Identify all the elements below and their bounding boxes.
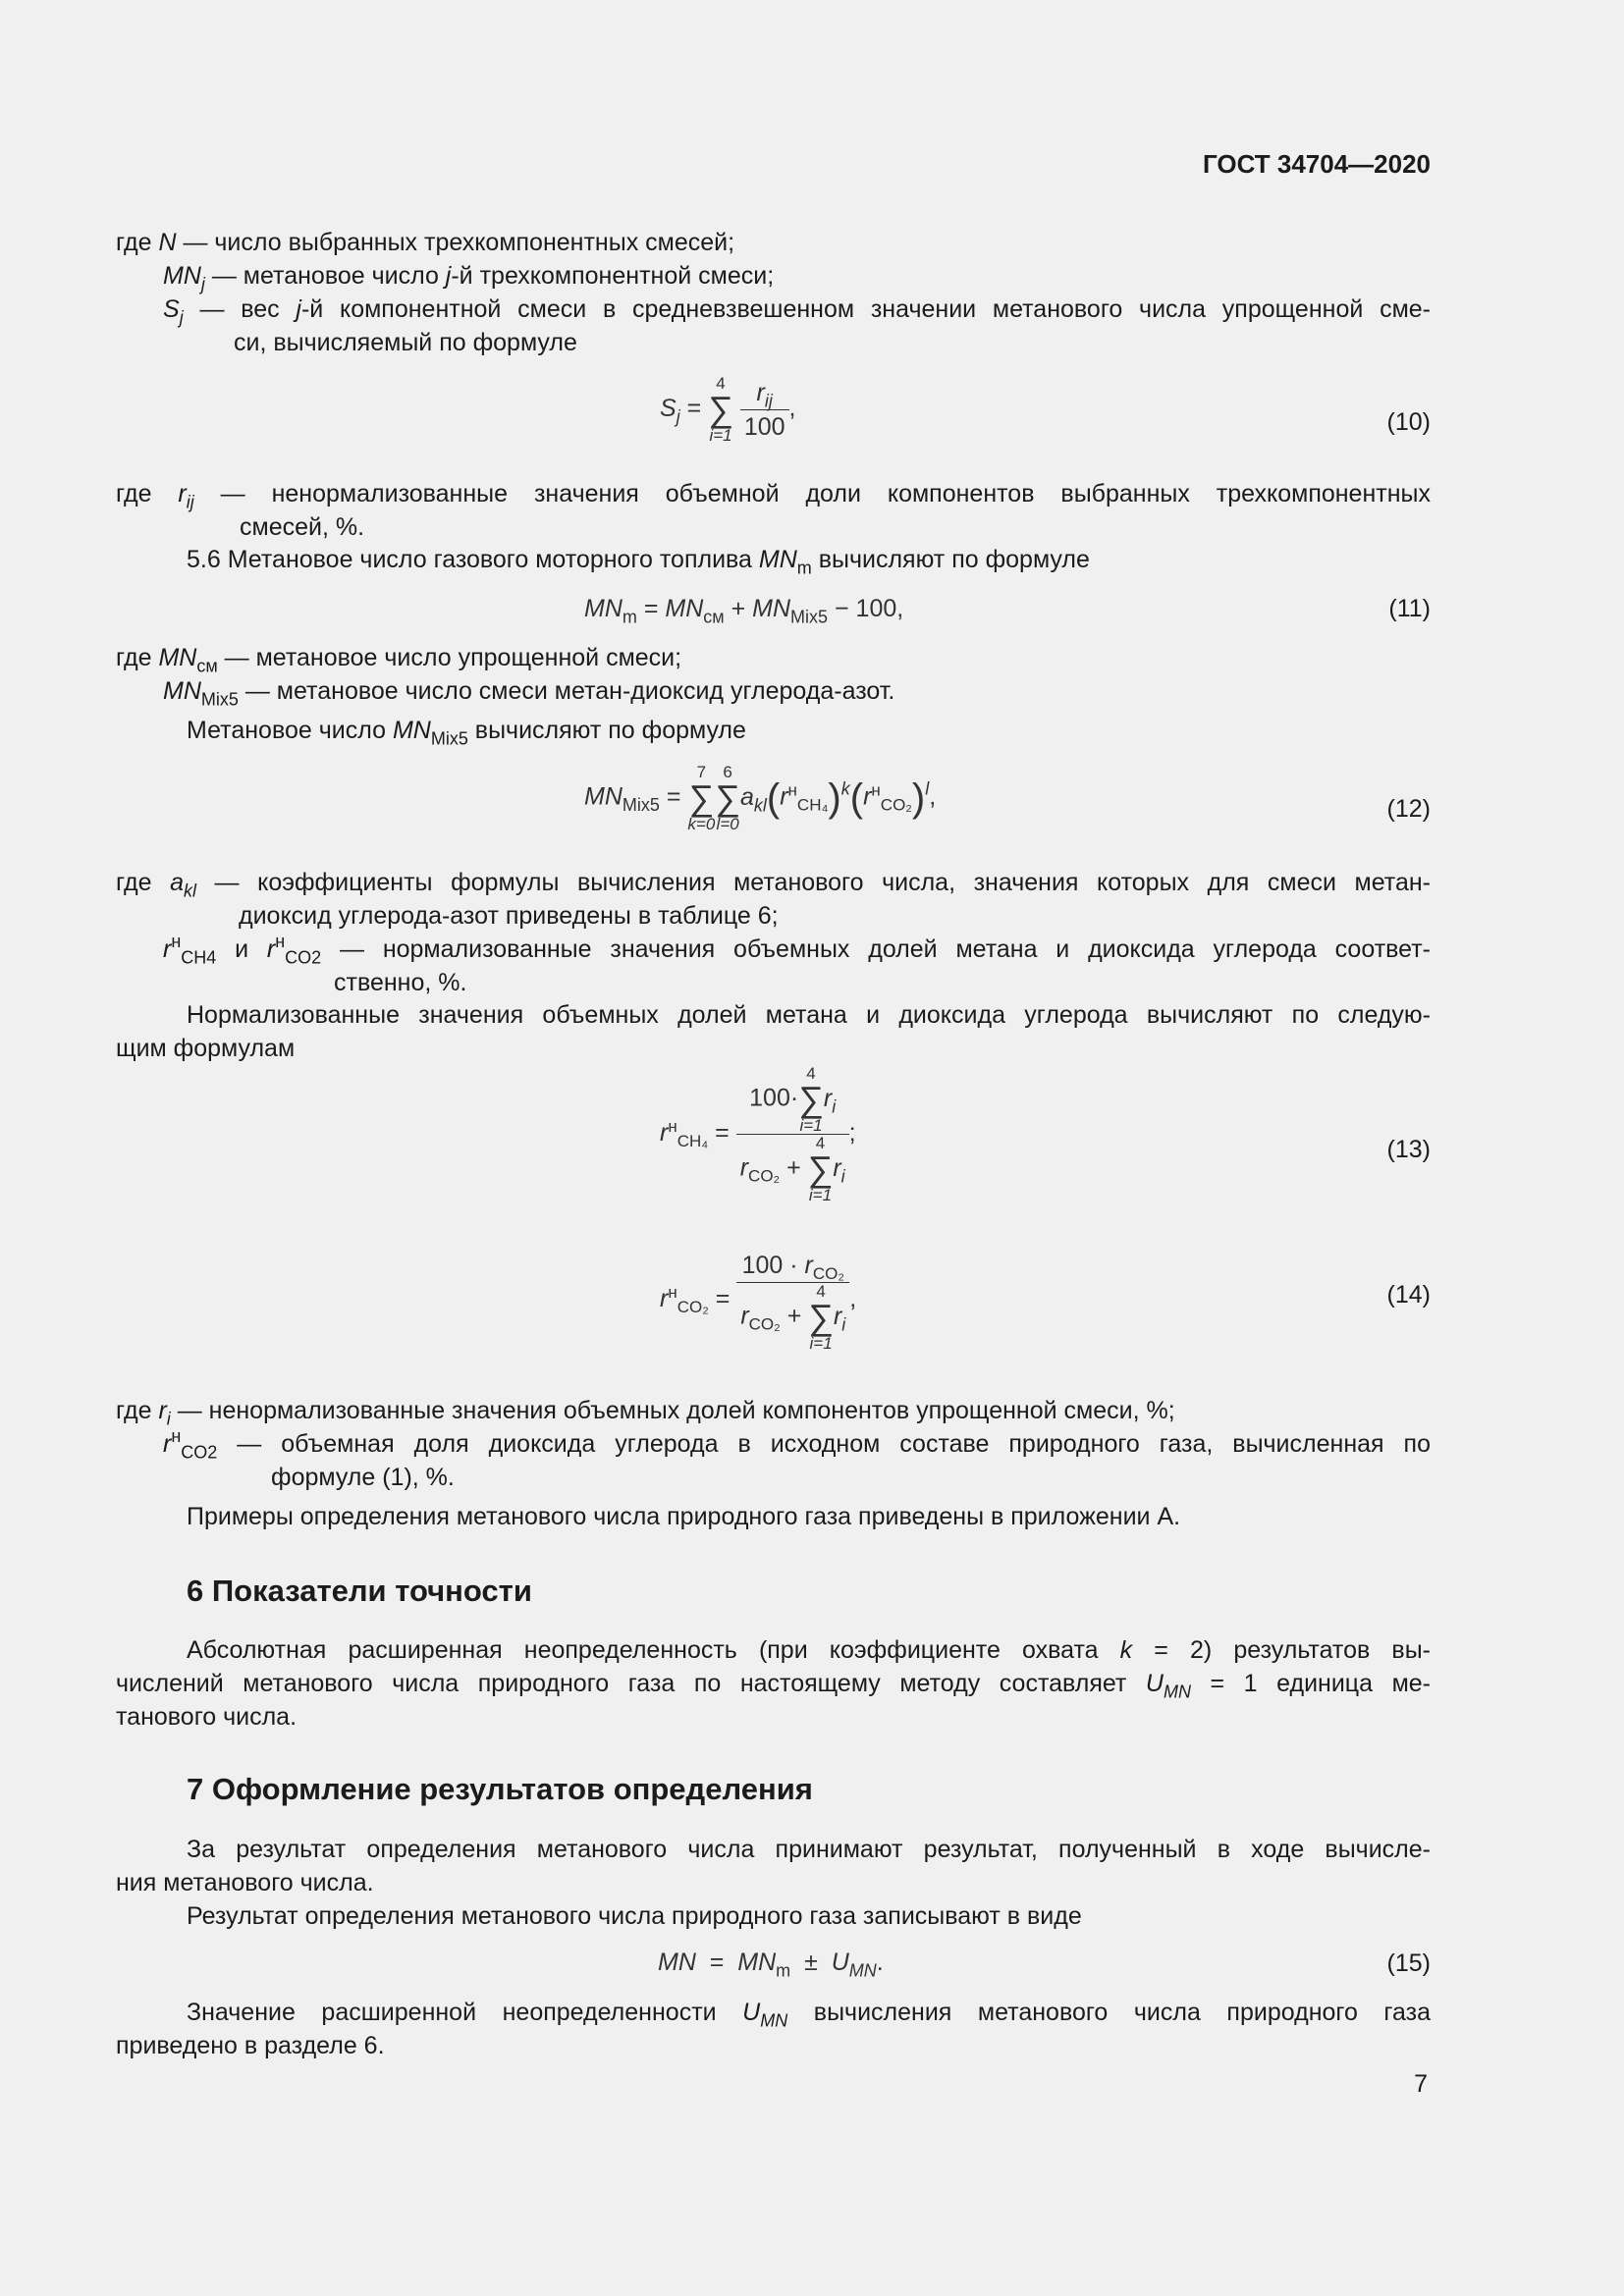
formula-15: MN = $MN_m \pm U_{MN}$.	[658, 1949, 884, 1981]
text-line: $MN_j$ — метановое число j-й трехкомпонентной смеси;	[163, 262, 775, 294]
text-line: $r^н_{CH4}$ и $r^н_{CO2}$ — нормализованные значения объемных долей метана и диоксида углерода соответ-	[163, 932, 1431, 968]
text-line: где $a_{kl}$ — коэффициенты формулы вычисления метанового числа, значения которых для смеси метан-	[116, 869, 1431, 901]
text-line: танового числа.	[116, 1703, 298, 1731]
text-line: $r^н_{CO2}$ — объемная доля диоксида углерода в исходном составе природного газа, вычисленная по	[163, 1426, 1431, 1463]
formula-number: (12)	[1386, 795, 1431, 823]
text-line: 5.6 Метановое число газового моторного топлива $MN_m$ вычисляют по формуле	[187, 546, 1090, 578]
text-line: Нормализованные значения объемных долей метана и диоксида углерода вычисляют по следую-	[187, 1001, 1431, 1029]
formula-number: (15)	[1386, 1949, 1431, 1977]
text-line: Примеры определения метанового числа природного газа приведены в приложении А.	[187, 1503, 1181, 1530]
formula-number: (13)	[1386, 1136, 1431, 1163]
text-line: где $r_i$ — ненормализованные значения объемных долей компонентов упрощенной смеси, %;	[116, 1397, 1175, 1429]
text-line: За результат определения метанового числа принимают результат, полученный в ходе вычисле-	[187, 1836, 1431, 1863]
text-line: ственно, %.	[334, 969, 467, 996]
document-header: ГОСТ 34704—2020	[1203, 149, 1431, 179]
text-line: где $r_{ij}$ — ненормализованные значения объемной доли компонентов выбранных трехкомпонентных	[116, 480, 1431, 512]
text-line: где N — число выбранных трехкомпонентных смесей;	[116, 229, 735, 256]
text-line: числений метанового числа природного газа по настоящему методу составляет $U_{MN} = 1$ единица ме-	[116, 1670, 1431, 1702]
formula-11: $MN_m = MN_{см} + MN_{Mix5} - 100$,	[584, 595, 904, 627]
formula-14: $r^н_{CO_2}$ = $100 \cdot r_{CO_2}$ $r_{CO_2}$ + 4 ∑ i=1 $r_i$ ,	[660, 1249, 856, 1352]
formula-number: (14)	[1386, 1281, 1431, 1308]
text-line: Результат определения метанового числа природного газа записывают в виде	[187, 1902, 1082, 1930]
section-heading: 7 Оформление результатов определения	[187, 1772, 813, 1806]
formula-10: $S_j$ = 4 ∑ i=1 $\frac{r_{ij}}{100}$ ,	[660, 374, 796, 445]
page-number: 7	[1414, 2070, 1428, 2098]
text-line: приведено в разделе 6.	[116, 2032, 385, 2059]
text-line: диоксид углерода-азот приведены в таблице 6;	[239, 902, 779, 930]
text-line: щим формулам	[116, 1035, 296, 1062]
formula-number: (10)	[1386, 408, 1431, 436]
text-line: $S_j$ — вес j-й компонентной смеси в средневзвешенном значении метанового числа упрощенной сме-	[163, 295, 1431, 328]
text-line: Значение расширенной неопределенности $U_{MN}$ вычисления метанового числа природного газа	[187, 1999, 1431, 2031]
text-line: смесей, %.	[240, 513, 365, 541]
section-heading: 6 Показатели точности	[187, 1574, 532, 1608]
formula-13: $r^н_{CH_4}$ = 100· 4 ∑ i=1 $r_i$ $r_{CO_2}$ + 4 ∑ i=1 $r_i$ ;	[660, 1064, 856, 1204]
text-line: ния метанового числа.	[116, 1869, 374, 1896]
text-line: Абсолютная расширенная неопределенность (при коэффициенте охвата k = 2) результатов вы-	[187, 1636, 1431, 1664]
text-line: Метановое число $MN_{Mix5}$ вычисляют по формуле	[187, 717, 746, 749]
formula-12: $MN_{Mix5}$ = 7 ∑ k=0 6 ∑ l=0 $a_{kl}(r^н_{CH_4})^k(r^н_{CO_2})^l$,	[584, 763, 937, 833]
formula-number: (11)	[1388, 595, 1431, 622]
text-line: формуле (1), %.	[271, 1464, 455, 1491]
text-line: $MN_{Mix5}$ — метановое число смеси метан-диоксид углерода-азот.	[163, 677, 895, 710]
text-line: си, вычисляемый по формуле	[234, 329, 577, 356]
text-line: где $MN_{см}$ — метановое число упрощенной смеси;	[116, 644, 682, 676]
